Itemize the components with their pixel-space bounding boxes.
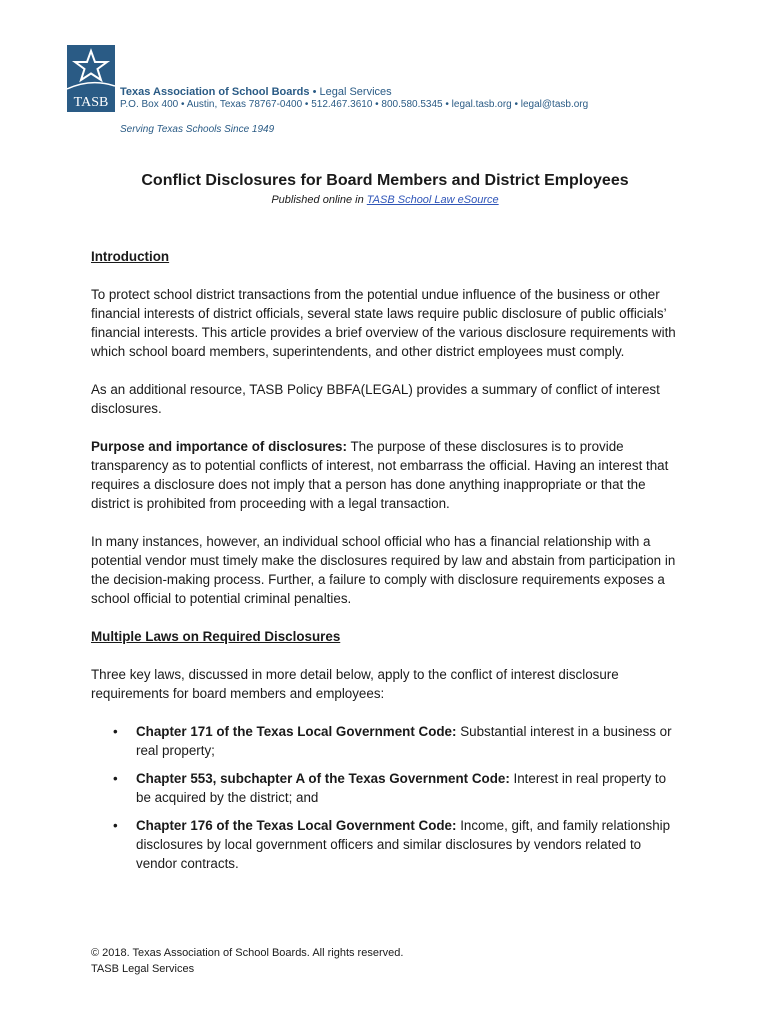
- list-item: [91, 816, 681, 873]
- introduction-heading: Introduction: [91, 249, 170, 264]
- law-description: Income, gift, and family relationship disclosures by local government officers and similar disclosures by vendors related to vendor contracts.: [136, 818, 671, 871]
- purpose-paragraph: [91, 437, 681, 513]
- document-body: [91, 247, 681, 882]
- bullet-icon: •: [113, 771, 118, 786]
- law-title: Chapter 553, subchapter A of the Texas Government Code:: [136, 771, 510, 786]
- laws-intro-paragraph: Three key laws, discussed in more detail below, apply to the conflict of interest disclosure requirements for board members and employees:: [91, 667, 619, 701]
- document-title: Conflict Disclosures for Board Members and District Employees: [141, 172, 629, 189]
- law-title: Chapter 176 of the Texas Local Government Code:: [136, 818, 457, 833]
- law-description: Interest in real property to be acquired by the district; and: [136, 771, 667, 805]
- org-name-line: [120, 86, 392, 98]
- list-item: [91, 722, 681, 760]
- law-title: Chapter 171 of the Texas Local Government Code:: [136, 724, 457, 739]
- copyright-text: © 2018. Texas Association of School Boards. All rights reserved.: [91, 947, 404, 959]
- purpose-label: Purpose and importance of disclosures:: [91, 439, 347, 454]
- esource-link[interactable]: TASB School Law eSource: [366, 194, 499, 206]
- purpose-text: The purpose of these disclosures is to provide transparency as to potential conflicts of interest, not embarrass the official. Having an interest that requires a disclosure does not imply that a person has done anything inappropriate or that the district is prohibited from proceeding with a legal transaction.: [91, 439, 669, 511]
- intro-paragraph-4: In many instances, however, an individual school official who has a financial relationship with a potential vendor must timely make the disclosures required by law and abstain from participation in the decision-making process. Further, a failure to comply with disclosure requirements exposes a school official to potential criminal penalties.: [91, 534, 676, 606]
- footer-division: TASB Legal Services: [91, 963, 195, 975]
- bullet-icon: •: [113, 818, 118, 833]
- tasb-logo: [67, 45, 115, 112]
- published-prefix: Published online in: [271, 194, 364, 206]
- laws-heading: Multiple Laws on Required Disclosures: [91, 629, 341, 644]
- published-line: [0, 194, 770, 206]
- separator-bullet: •: [312, 86, 320, 98]
- tagline: Serving Texas Schools Since 1949: [120, 124, 275, 135]
- logo-text: TASB: [73, 95, 109, 110]
- org-name: Texas Association of School Boards: [120, 86, 310, 98]
- org-division: Legal Services: [319, 86, 392, 98]
- intro-paragraph-1: To protect school district transactions from the potential undue influence of the business or other financial interests of district officials, several state laws require public disclosure of public officials’ financial interests. This article provides a brief overview of the various disclosure requirements with which school board members, superintendents, and other district employees must comply.: [91, 287, 676, 359]
- contact-line: P.O. Box 400 • Austin, Texas 78767-0400 • 512.467.3610 • 800.580.5345 • legal.tasb.org • legal@tasb.org: [120, 99, 589, 110]
- page-footer: [91, 945, 403, 977]
- law-description: Substantial interest in a business or real property;: [136, 724, 672, 758]
- laws-list: [91, 722, 681, 873]
- intro-paragraph-2: As an additional resource, TASB Policy BBFA(LEGAL) provides a summary of conflict of interest disclosures.: [91, 382, 660, 416]
- list-item: [91, 769, 681, 807]
- bullet-icon: •: [113, 724, 118, 739]
